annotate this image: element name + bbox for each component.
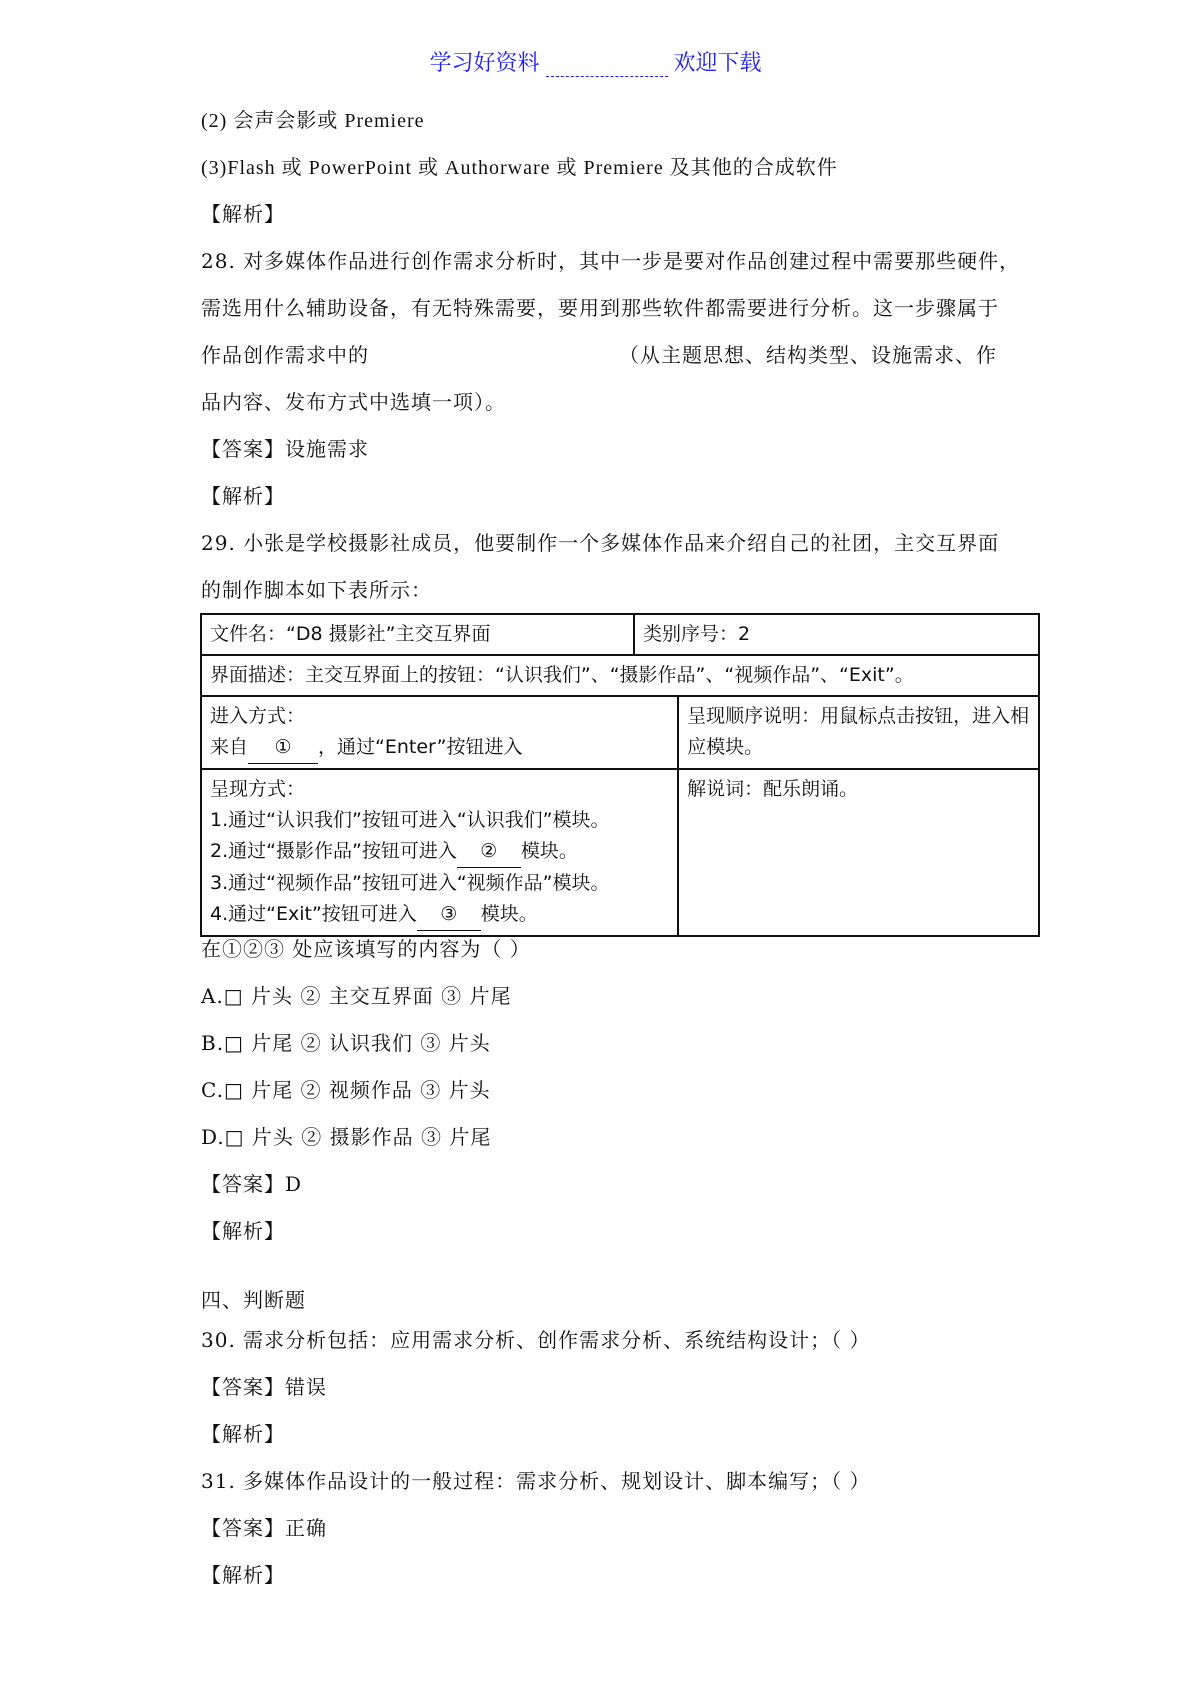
header-divider	[546, 54, 668, 77]
presentation-item-4	[210, 899, 669, 931]
presentation-item-3: 3.通过“视频作品”按钮可进入“视频作品”模块。	[210, 872, 610, 894]
presentation-item-4-suffix: 模块。	[480, 903, 538, 925]
table-presentation-cell	[201, 769, 678, 936]
q29-analysis: 【解析】	[201, 1219, 285, 1243]
q28-answer: 【答案】设施需求	[201, 437, 369, 461]
q28-line-3-text: 作品创作需求中的	[201, 343, 369, 367]
q31-answer: 【答案】正确	[201, 1516, 327, 1540]
q30-analysis: 【解析】	[201, 1422, 285, 1446]
q28-analysis: 【解析】	[201, 484, 285, 508]
script-table	[200, 613, 1040, 937]
presentation-title: 呈现方式：	[210, 778, 306, 800]
table-row	[201, 614, 1039, 655]
presentation-item-1: 1.通过“认识我们”按钮可进入“认识我们”模块。	[210, 809, 610, 831]
table-category: 类别序号：2	[634, 614, 1039, 655]
table-row	[201, 696, 1039, 769]
q30-question: 30. 需求分析包括：应用需求分析、创作需求分析、系统结构设计；（ ）	[201, 1328, 871, 1352]
presentation-item-4-prefix: 4.通过“Exit”按钮可进入	[210, 903, 417, 925]
page-header	[0, 46, 1191, 77]
q31-analysis: 【解析】	[201, 1563, 285, 1587]
table-row	[201, 655, 1039, 696]
q29-option-b: B.□ 片尾 ② 认识我们 ③ 片头	[201, 1031, 491, 1055]
header-left-text: 学习好资料	[429, 51, 540, 76]
entry-title: 进入方式：	[210, 705, 306, 727]
presentation-item-2-prefix: 2.通过“摄影作品”按钮可进入	[210, 840, 457, 862]
section-4-title: 四、判断题	[201, 1288, 306, 1312]
q29-option-c: C.□ 片尾 ② 视频作品 ③ 片头	[201, 1078, 491, 1102]
entry-line	[210, 732, 669, 764]
analysis-label: 【解析】	[201, 202, 285, 226]
q30-answer: 【答案】错误	[201, 1375, 327, 1399]
q28-line-4: 品内容、发布方式中选填一项）。	[201, 390, 506, 414]
answer-line-2: (2) 会声会影或 Premiere	[201, 110, 425, 132]
q29-option-a: A.□ 片头 ② 主交互界面 ③ 片尾	[201, 984, 512, 1008]
q29-option-d: D.□ 片头 ② 摄影作品 ③ 片尾	[201, 1125, 492, 1149]
entry-suffix: ，通过“Enter”按钮进入	[318, 736, 523, 758]
q29-answer: 【答案】D	[201, 1172, 303, 1196]
q28-line-2: 需选用什么辅助设备，有无特殊需要，要用到那些软件都需要进行分析。这一步骤属于	[201, 296, 999, 320]
table-narration-cell: 解说词：配乐朗诵。	[678, 769, 1039, 936]
table-order-cell: 呈现顺序说明：用鼠标点击按钮，进入相应模块。	[678, 696, 1039, 769]
q28-line-3-options: （从主题思想、结构类型、设施需求、作	[619, 343, 997, 367]
table-entry-cell	[201, 696, 678, 769]
entry-blank: ①	[248, 732, 318, 764]
presentation-item-2-suffix: 模块。	[520, 840, 578, 862]
entry-prefix: 来自	[210, 736, 249, 758]
q29-question: 在①②③ 处应该填写的内容为（ ）	[201, 937, 531, 961]
q28-line-1: 28. 对多媒体作品进行创作需求分析时，其中一步是要对作品创建过程中需要那些硬件，	[201, 249, 1021, 273]
presentation-item-2	[210, 836, 669, 868]
q31-question: 31. 多媒体作品设计的一般过程：需求分析、规划设计、脚本编写；（ ）	[201, 1469, 871, 1493]
header-right-text: 欢迎下载	[673, 51, 762, 76]
q29-line-2: 的制作脚本如下表所示：	[201, 578, 432, 602]
presentation-item-2-blank: ②	[457, 836, 521, 868]
q29-line-1: 29. 小张是学校摄影社成员，他要制作一个多媒体作品来介绍自己的社团，主交互界面	[201, 531, 1000, 555]
answer-line-3: (3)Flash 或 PowerPoint 或 Authorware 或 Premiere 及其他的合成软件	[201, 157, 838, 179]
presentation-item-4-blank: ③	[417, 899, 481, 931]
q28-line-3	[201, 339, 997, 368]
table-row	[201, 769, 1039, 936]
table-description: 界面描述：主交互界面上的按钮：“认识我们”、“摄影作品”、“视频作品”、“Exit”。	[201, 655, 1039, 696]
table-filename: 文件名：“D8 摄影社”主交互界面	[201, 614, 634, 655]
